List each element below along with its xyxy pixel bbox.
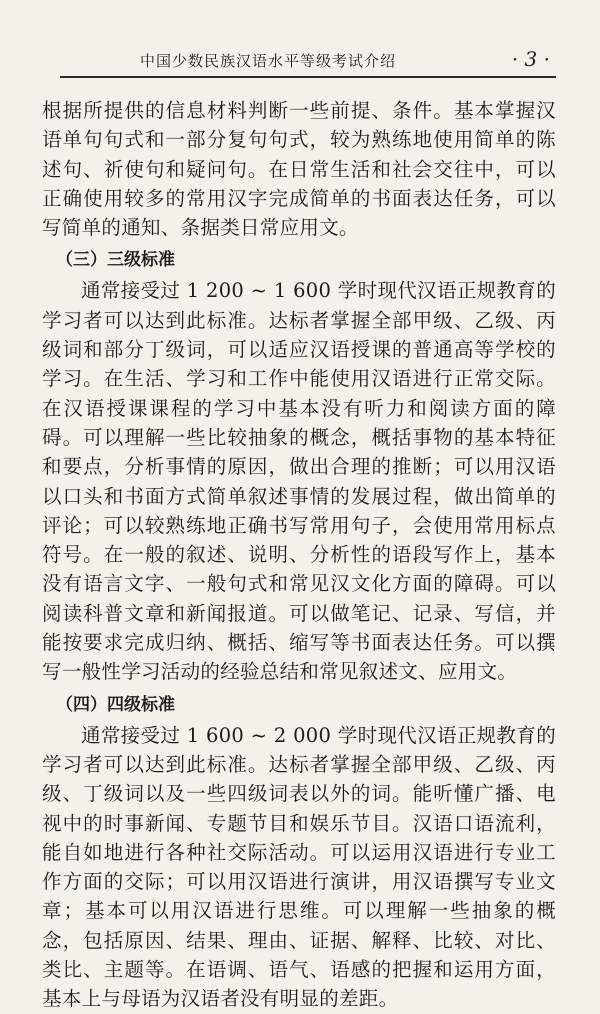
header-title: 中国少数民族汉语水平等级考试介绍 [140, 52, 397, 70]
page-number: · 3 · [511, 47, 550, 71]
section-body-level3: 通常接受过 1 200 ~ 1 600 学时现代汉语正规教育的学习者可以达到此标准。达标者掌握全部甲级、乙级、丙级词和部分丁级词，可以适应汉语授课的普通高等学校的学习。在生活、学习和工作中能使用汉语进行正常交际。在汉语授课课程的学习中基本没有听力和阅读方面的障碍。可以理解一些比较抽象的概念，概括事物的基本特征和要点，分析事情的原因，做出合理的推断；可以用汉语以口头和书面方式简单叙述事情的发展过程，做出简单的评论；可以较熟练地正确书写常用句子，会使用常用标点符号。在一般的叙述、说明、分析性的语段写作上，基本没有语言文字、一般句式和常见汉文化方面的障碍。可以阅读科普文章和新闻报道。可以做笔记、记录、写信，并能按要求完成归纳、概括、缩写等书面表达任务。可以撰写一般性学习活动的经验总结和常见叙述文、应用文。 [42, 279, 556, 684]
intro-paragraph: 根据所提供的信息材料判断一些前提、条件。基本掌握汉语单句句式和一部分复句句式，较为熟练地使用简单的陈述句、祈使句和疑问句。在日常生活和社会交往中，可以正确使用较多的常用汉字完成简单的书面表达任务，可以写简单的通知、条据类日常应用文。 [42, 99, 556, 240]
section-heading-level4: （四）四级标准 [56, 694, 175, 715]
section-heading-level3: （三）三级标准 [56, 250, 175, 271]
section-body-level4: 通常接受过 1 600 ~ 2 000 学时现代汉语正规教育的学习者可以达到此标准。达标者掌握全部甲级、乙级、丙级、丁级词以及一些四级词表以外的词。能听懂广播、电视中的时事新闻、专题节目和娱乐节目。汉语口语流利，能自如地进行各种社交际活动。可以运用汉语进行专业工作方面的交际；可以用汉语进行演讲，用汉语撰写专业文章；基本可以用汉语进行思维。可以理解一些抽象的概念，包括原因、结果、理由、证据、解释、比较、对比、类比、主题等。在语调、语气、语感的把握和运用方面，基本上与母语为汉语者没有明显的差距。 [42, 723, 556, 1011]
page-body [42, 96, 556, 1014]
header-rule [60, 76, 556, 78]
running-header [60, 47, 556, 80]
